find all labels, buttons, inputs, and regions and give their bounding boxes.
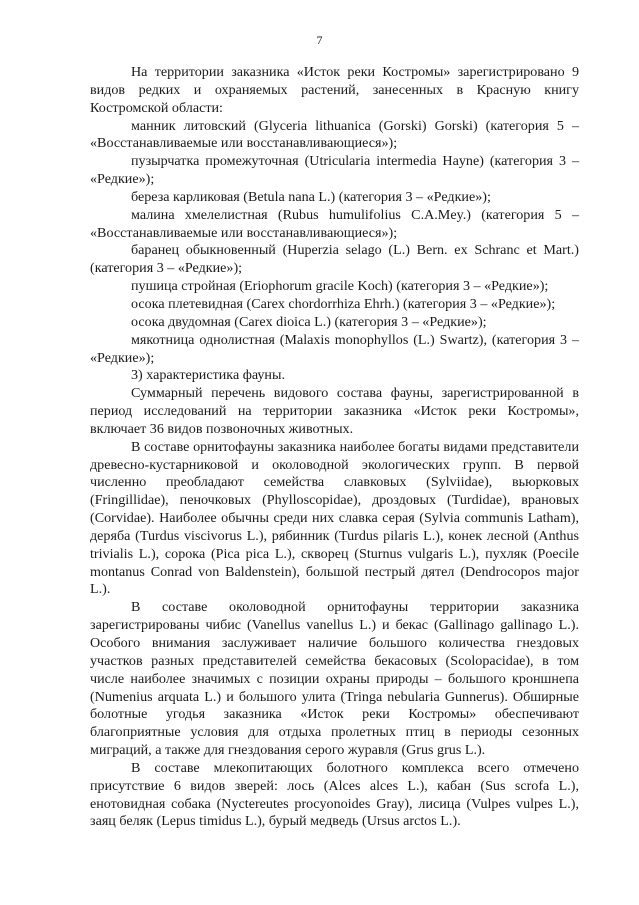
list-item: пузырчатка промежуточная (Utricularia intermedia Hayne) (категория 3 – «Редкие»); (90, 153, 579, 188)
paragraph-avifauna-wetland: В составе околоводной орнитофауны территории заказника зарегистрированы чибис (Vanellus vanellus L.) и бекас (Gallinago gallinago L.). Особого внимания заслуживает наличие большого количества гнездовых участков разных представителей семейства бекасовых (Scolopacidae), в том числе наиболее значимых с позиции охраны природы – большого кроншнепа (Numenius arquata L.) и большого улита (Tringa nebularia Gunnerus). Обширные болотные угодья заказника «Исток реки Костромы» обеспечивают благоприятные условия для отдыха пролетных птиц в периоды сезонных миграций, а также для гнездования серого журавля (Grus grus L.). (90, 599, 579, 759)
list-item: пушица стройная (Eriophorum gracile Koch) (категория 3 – «Редкие»); (131, 278, 549, 295)
paragraph-fauna-summary: Суммарный перечень видового состава фауны, зарегистрированной в период исследований на территории заказника «Исток реки Костромы», включает 36 видов позвоночных животных. (90, 385, 579, 437)
list-item: манник литовский (Glyceria lithuanica (Gorski) Gorski) (категория 5 – «Восстанавливаемые или восстанавливающиеся»); (90, 117, 579, 152)
paragraph-mammals: В составе млекопитающих болотного комплекса всего отмечено присутствие 6 видов зверей: лось (Alces alces L.), кабан (Sus scrofa L.), енотовидная собака (Nyctereutes procyonoides Gray), лисица (Vulpes vulpes L.), заяц беляк (Lepus timidus L.), бурый медведь (Ursus arctos L.). (90, 759, 579, 830)
document-body (90, 64, 579, 831)
paragraph-avifauna-woodland: В составе орнитофауны заказника наиболее богаты видами представители древесно-кустарниковой и околоводной экологических групп. В первой численно преобладают семейства славковых (Sylviidae), вьюрковых (Fringillidae), пеночковых (Phylloscopidae), дроздовых (Turdidae), врановых (Corvidae). Наиболее обычны среди них славка серая (Sylvia communis Latham), деряба (Turdus viscivorus L.), рябинник (Turdus pilaris L.), конек лесной (Anthus trivialis L.), сорока (Pica pica L.), скворец (Sturnus vulgaris L.), пухляк (Poecile montanus Conrad von Baldenstein), большой пестрый дятел (Dendrocopos major L.). (90, 438, 579, 598)
section-heading: 3) характеристика фауны. (131, 367, 285, 384)
page-number: 7 (316, 33, 323, 47)
list-item: баранец обыкновенный (Huperzia selago (L.) Bern. ex Schranc et Mart.) (категория 3 – «Редкие»); (90, 242, 579, 277)
paragraph-intro: На территории заказника «Исток реки Костромы» зарегистрировано 9 видов редких и охраняемых растений, занесенных в Красную книгу Костромской области: (90, 64, 579, 116)
list-item: осока двудомная (Carex dioica L.) (категория 3 – «Редкие»); (131, 313, 487, 330)
list-item: мякотница однолистная (Malaxis monophyllos (L.) Swartz), (категория 3 – «Редкие»); (90, 331, 579, 366)
list-item: малина хмелелистная (Rubus humulifolius C.A.Mey.) (категория 5 – «Восстанавливаемые или восстанавливающиеся»); (90, 206, 579, 241)
list-item: осока плетевидная (Carex chordorrhiza Ehrh.) (категория 3 – «Редкие»); (131, 295, 556, 312)
list-item: береза карликовая (Betula nana L.) (категория 3 – «Редкие»); (131, 188, 491, 205)
